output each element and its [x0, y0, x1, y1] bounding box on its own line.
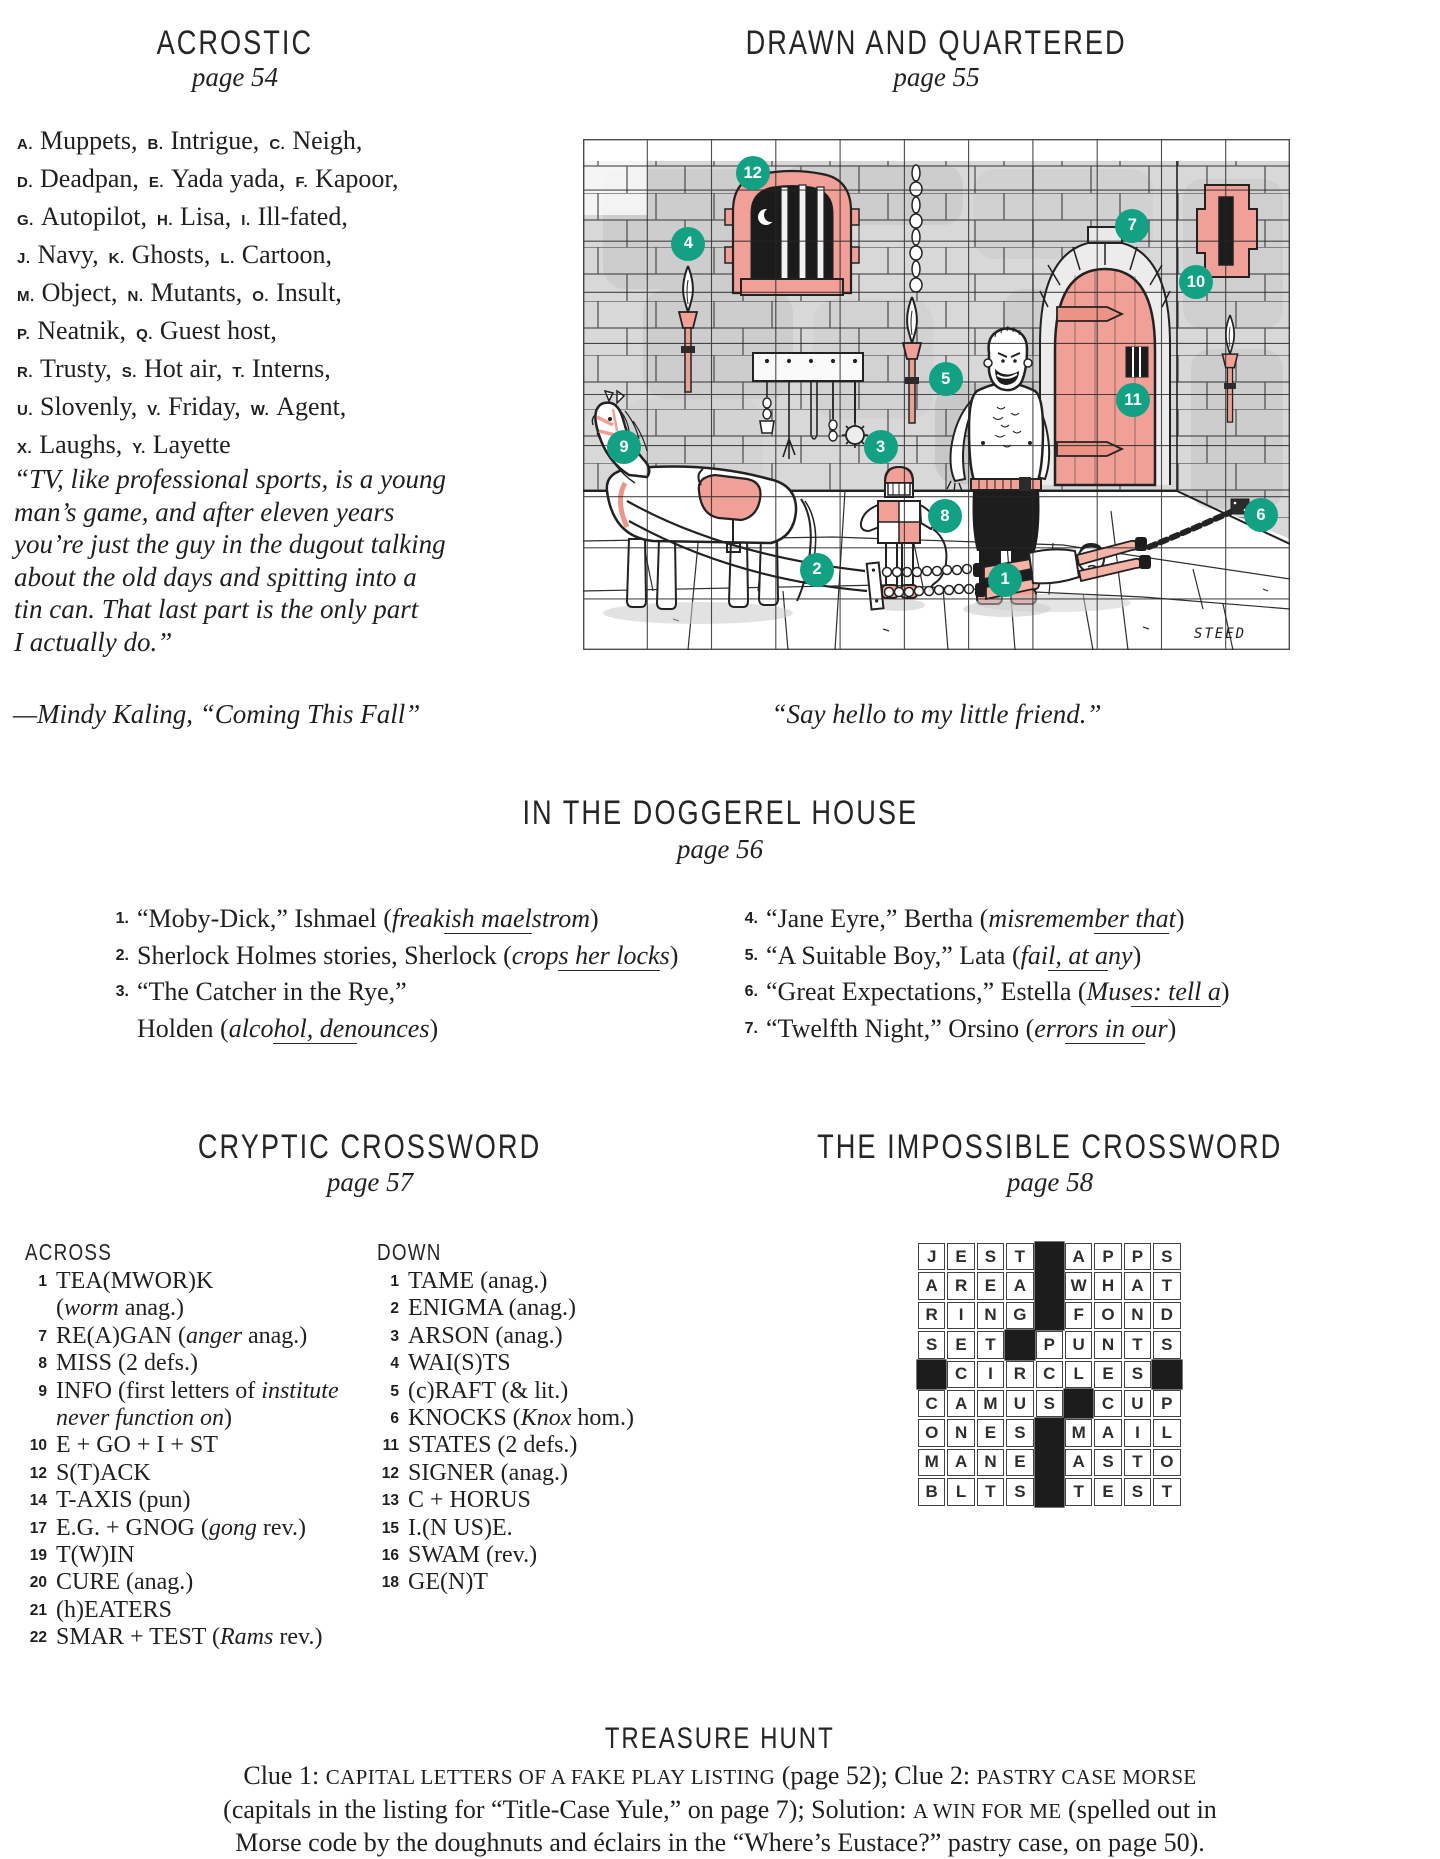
clue-letter: M. — [17, 288, 35, 305]
letter-cell: P — [1153, 1390, 1180, 1417]
letter-cell: U — [1065, 1331, 1092, 1358]
letter-cell: E — [947, 1243, 974, 1270]
acrostic-answer-line — [17, 276, 409, 314]
treasure-line: Morse code by the doughnuts and éclairs in the “Where’s Eustace?” pastry case, on page 50). — [235, 1828, 1205, 1857]
drawn-title: DRAWN AND QUARTERED — [745, 24, 1128, 62]
clue-number: 22 — [29, 1629, 47, 1647]
item-number: 3. — [115, 983, 129, 1000]
doggerel-item: 3. “The Catcher in the Rye,” Holden (alcohol, denounces) — [113, 974, 678, 1047]
clue-number: 16 — [381, 1547, 399, 1565]
clue-answer-entry: 1 TAME (anag.) — [377, 1268, 634, 1295]
clue-answer-entry: 8 MISS (2 defs.) — [25, 1350, 339, 1377]
letter-cell: L — [947, 1478, 974, 1505]
clue-answer-entry: 15 I.(N US)E. — [377, 1515, 634, 1542]
letter-cell: E — [1094, 1478, 1121, 1505]
letter-cell: S — [1153, 1243, 1180, 1270]
letter-cell: I — [947, 1302, 974, 1329]
clue-answer: Ghosts, — [131, 240, 211, 269]
letter-cell: M — [1065, 1419, 1092, 1446]
clue-answer-entry: 7 RE(A)GAN (anger anag.) — [25, 1323, 339, 1350]
clue-answer-entry: 13 C + HORUS — [377, 1487, 634, 1514]
clue-number: 2 — [390, 1300, 399, 1318]
clue-answer: Autopilot, — [40, 202, 148, 231]
black-cell — [1036, 1449, 1063, 1476]
letter-cell: D — [1153, 1302, 1180, 1329]
across-clue-list — [25, 1238, 339, 1652]
letter-cell: T — [977, 1331, 1004, 1358]
acrostic-title: ACROSTIC — [156, 24, 314, 62]
clue-letter: Q. — [136, 326, 153, 343]
letter-cell: S — [1094, 1449, 1121, 1476]
black-cell — [1036, 1419, 1063, 1446]
doggerel-item: 1. “Moby-Dick,” Ishmael (freakish maelstrom) — [113, 901, 678, 938]
letter-cell: P — [1036, 1331, 1063, 1358]
clue-answer: Navy, — [37, 240, 99, 269]
acrostic-answer-line — [17, 124, 409, 162]
clue-letter: H. — [157, 212, 174, 229]
acrostic-attribution: —Mindy Kaling, “Coming This Fall” — [13, 699, 421, 729]
cryptic-page-ref: page 57 — [326, 1167, 414, 1197]
clue-answer-entry: 14 T-AXIS (pun) — [25, 1487, 339, 1514]
clue-number: 17 — [29, 1519, 47, 1537]
marker-5: 5 — [929, 362, 963, 396]
crossword-grid — [918, 1243, 1181, 1506]
item-number: 2. — [115, 946, 129, 964]
letter-cell: E — [1094, 1361, 1121, 1388]
clue-letter: S. — [121, 364, 137, 381]
letter-cell: H — [1094, 1272, 1121, 1299]
marker-12: 12 — [736, 156, 770, 190]
down-clue-list — [377, 1238, 634, 1597]
acrostic-answer-line — [17, 238, 409, 276]
clue-answer: Deadpan, — [40, 164, 139, 193]
clue-answer: Neigh, — [292, 126, 363, 155]
clue-letter: B. — [147, 136, 164, 153]
letter-cell: T — [977, 1478, 1004, 1505]
doggerel-item: 7. “Twelfth Night,” Orsino (errors in our) — [742, 1011, 1230, 1048]
quote-line: man’s game, and after eleven years — [14, 496, 395, 527]
black-cell — [1006, 1331, 1033, 1358]
letter-cell: T — [1153, 1272, 1180, 1299]
letter-cell: C — [947, 1361, 974, 1388]
letter-cell: O — [918, 1419, 945, 1446]
black-cell — [1036, 1243, 1063, 1270]
doggerel-item: 4. “Jane Eyre,” Bertha (misremember that) — [742, 901, 1230, 938]
clue-letter: W. — [250, 402, 270, 419]
doggerel-title: IN THE DOGGEREL HOUSE — [522, 794, 918, 832]
treasure-line: Clue 1: CAPITAL LETTERS OF A FAKE PLAY LISTING (page 52); Clue 2: PASTRY CASE MORSE — [243, 1761, 1197, 1790]
letter-cell: E — [977, 1419, 1004, 1446]
clue-answer: Laughs, — [39, 430, 123, 459]
marker-8: 8 — [928, 499, 962, 533]
clue-number: 11 — [382, 1437, 399, 1455]
clue-answer: Slovenly, — [40, 392, 138, 421]
letter-cell: S — [1153, 1331, 1180, 1358]
item-number: 4. — [744, 910, 758, 927]
clue-number: 1 — [38, 1273, 47, 1290]
letter-cell: E — [947, 1331, 974, 1358]
clue-answer-entry: 5 (c)RAFT (& lit.) — [377, 1378, 634, 1405]
clue-answer-entry: 16 SWAM (rev.) — [377, 1542, 634, 1569]
clue-answer: Intrigue, — [170, 126, 260, 155]
clue-letter: N. — [127, 288, 144, 305]
marker-10: 10 — [1179, 265, 1213, 299]
clue-answer-entry: 12 S(T)ACK — [25, 1460, 339, 1487]
clue-answer: Lisa, — [180, 202, 232, 231]
cryptic-title: CRYPTIC CROSSWORD — [198, 1128, 542, 1166]
quote-line: “TV, like professional sports, is a young — [14, 464, 447, 494]
doggerel-list-left — [113, 901, 678, 1047]
clue-answer: Neatnik, — [37, 316, 127, 345]
clue-letter: E. — [148, 174, 165, 191]
marker-9: 9 — [607, 430, 641, 464]
clue-number: 19 — [29, 1547, 47, 1565]
black-cell — [1036, 1272, 1063, 1299]
letter-cell: R — [918, 1302, 945, 1329]
clue-number: 9 — [38, 1382, 47, 1400]
marker-3: 3 — [864, 430, 898, 464]
clue-answer-entry: 17 E.G. + GNOG (gong rev.) — [25, 1515, 339, 1542]
letter-cell: U — [1006, 1390, 1033, 1417]
letter-cell: C — [918, 1390, 945, 1417]
arrow-slit-window — [1197, 185, 1257, 277]
black-cell — [918, 1361, 945, 1388]
doggerel-page-ref: page 56 — [676, 834, 764, 864]
letter-cell: L — [1065, 1361, 1092, 1388]
letter-cell: S — [1036, 1390, 1063, 1417]
letter-cell: M — [977, 1390, 1004, 1417]
letter-cell: S — [1124, 1478, 1151, 1505]
letter-cell: S — [1006, 1478, 1033, 1505]
clue-answer: Friday, — [168, 392, 241, 421]
marker-11: 11 — [1116, 383, 1150, 417]
letter-cell: S — [1006, 1419, 1033, 1446]
clue-answer-entry: 21 (h)EATERS — [25, 1597, 339, 1624]
letter-cell: A — [1065, 1243, 1092, 1270]
letter-cell: T — [1065, 1478, 1092, 1505]
clue-answer-entry: 20 CURE (anag.) — [25, 1569, 339, 1596]
letter-cell: T — [1124, 1449, 1151, 1476]
black-cell — [1036, 1302, 1063, 1329]
letter-cell: P — [1094, 1243, 1121, 1270]
acrostic-page-ref: page 54 — [191, 62, 279, 92]
clue-answer-entry: 18 GE(N)T — [377, 1569, 634, 1596]
letter-cell: A — [1006, 1272, 1033, 1299]
letter-cell: B — [918, 1478, 945, 1505]
clue-answer: Ill-fated, — [257, 202, 348, 231]
clue-answer: Hot air, — [143, 354, 223, 383]
clue-letter: J. — [17, 250, 31, 267]
marker-7: 7 — [1115, 209, 1149, 243]
clue-answer: Trusty, — [40, 354, 112, 383]
quote-line: you’re just the guy in the dugout talking — [14, 529, 446, 559]
acrostic-answer-list — [17, 124, 409, 466]
clue-number: 10 — [29, 1437, 47, 1455]
treasure-text — [70, 1760, 1370, 1859]
clue-answer-entry: 6 KNOCKS (Knox hom.) — [377, 1405, 634, 1432]
acrostic-answer-line — [17, 428, 409, 466]
letter-cell: C — [1094, 1390, 1121, 1417]
clue-number: 12 — [381, 1464, 399, 1482]
item-number: 7. — [744, 1019, 758, 1037]
acrostic-answer-line — [17, 352, 409, 390]
letter-cell: E — [977, 1272, 1004, 1299]
clue-letter: K. — [108, 250, 125, 267]
letter-cell: R — [947, 1272, 974, 1299]
letter-cell: N — [1124, 1302, 1151, 1329]
item-number: 1. — [115, 910, 129, 927]
clue-number: 1 — [390, 1273, 399, 1290]
across-label: ACROSS — [25, 1239, 113, 1265]
quote-line: I actually do.” — [14, 626, 173, 657]
clue-answer-entry: 3 ARSON (anag.) — [377, 1323, 634, 1350]
letter-cell: S — [918, 1331, 945, 1358]
letter-cell: N — [977, 1302, 1004, 1329]
dungeon-door — [1040, 227, 1170, 485]
clue-answer: Object, — [41, 278, 118, 307]
clue-letter: I. — [241, 212, 251, 229]
acrostic-quote — [14, 463, 446, 658]
clue-letter: Y. — [132, 440, 146, 457]
clue-number: 5 — [390, 1382, 399, 1400]
clue-number: 3 — [390, 1327, 399, 1345]
letter-cell: N — [977, 1449, 1004, 1476]
clue-number: 14 — [29, 1492, 47, 1510]
doggerel-item: 2. Sherlock Holmes stories, Sherlock (crops her locks) — [113, 938, 678, 975]
letter-cell: J — [918, 1243, 945, 1270]
clue-number: 13 — [381, 1492, 399, 1510]
clue-answer-entry: 12 SIGNER (anag.) — [377, 1460, 634, 1487]
item-number: 6. — [744, 983, 758, 1000]
letter-cell: O — [1094, 1302, 1121, 1329]
illustration — [583, 139, 1290, 650]
doggerel-item: 5. “A Suitable Boy,” Lata (fail, at any) — [742, 938, 1230, 975]
clue-answer-entry: 10 E + GO + I + ST — [25, 1432, 339, 1459]
quote-line: about the old days and spitting into a — [14, 561, 417, 592]
clue-answer-entry: 4 WAI(S)TS — [377, 1350, 634, 1377]
clue-letter: C. — [269, 136, 286, 153]
clue-number: 15 — [381, 1519, 399, 1537]
clue-letter: O. — [252, 288, 270, 305]
clue-number: 4 — [390, 1355, 399, 1373]
letter-cell: T — [1153, 1478, 1180, 1505]
letter-cell: R — [1006, 1361, 1033, 1388]
clue-letter: A. — [17, 136, 33, 153]
treasure-line: (capitals in the listing for “Title-Case Yule,” on page 7); Solution: A WIN FOR ME (spelled out in — [223, 1794, 1217, 1824]
marker-4: 4 — [671, 227, 705, 261]
clue-number: 8 — [38, 1355, 47, 1373]
clue-letter: V. — [147, 402, 162, 419]
clue-answer: Guest host, — [159, 316, 277, 345]
clue-number: 6 — [390, 1410, 399, 1428]
quote-line: tin can. That last part is the only part — [14, 594, 419, 624]
letter-cell: T — [1124, 1331, 1151, 1358]
letter-cell: S — [977, 1243, 1004, 1270]
clue-answer-entry: 2 ENIGMA (anag.) — [377, 1295, 634, 1322]
clue-letter: D. — [17, 174, 33, 191]
impossible-title: THE IMPOSSIBLE CROSSWORD — [817, 1128, 1283, 1166]
clue-answer-entry: 1 TEA(MWOR)K (worm anag.) — [25, 1268, 339, 1323]
letter-cell: I — [1124, 1419, 1151, 1446]
doggerel-item: 6. “Great Expectations,” Estella (Muses: tell a) — [742, 974, 1230, 1011]
clue-answer: Insult, — [276, 278, 342, 307]
marker-1: 1 — [988, 563, 1022, 597]
letter-cell: A — [1094, 1419, 1121, 1446]
letter-cell: S — [1124, 1361, 1151, 1388]
letter-cell: P — [1124, 1243, 1151, 1270]
clue-number: 20 — [29, 1574, 47, 1592]
letter-cell: A — [1065, 1449, 1092, 1476]
clue-letter: T. — [232, 364, 246, 381]
clue-answer: Interns, — [252, 354, 331, 383]
clue-answer: Muppets, — [40, 126, 138, 155]
letter-cell: O — [1153, 1449, 1180, 1476]
clue-letter: F. — [295, 174, 309, 191]
letter-cell: A — [918, 1272, 945, 1299]
clue-letter: G. — [17, 212, 34, 229]
clue-number: 18 — [381, 1574, 399, 1592]
marker-6: 6 — [1244, 498, 1278, 532]
marker-2: 2 — [800, 553, 834, 587]
acrostic-answer-line — [17, 314, 409, 352]
letter-cell: C — [1036, 1361, 1063, 1388]
letter-cell: A — [1124, 1272, 1151, 1299]
letter-cell: M — [918, 1449, 945, 1476]
acrostic-answer-line — [17, 200, 409, 238]
clue-letter: R. — [17, 364, 33, 381]
acrostic-answer-line — [17, 390, 409, 428]
acrostic-answer-line — [17, 162, 409, 200]
treasure-title: TREASURE HUNT — [604, 1722, 835, 1755]
illustration-svg — [583, 139, 1290, 650]
black-cell — [1065, 1390, 1092, 1417]
clue-answer-entry: 9 INFO (first letters of institute never function on) — [25, 1378, 339, 1433]
letter-cell: U — [1124, 1390, 1151, 1417]
clue-letter: X. — [17, 440, 33, 457]
clue-answer-entry: 19 T(W)IN — [25, 1542, 339, 1569]
letter-cell: F — [1065, 1302, 1092, 1329]
artist-signature: STEED — [1193, 626, 1247, 642]
item-number: 5. — [744, 946, 758, 964]
letter-cell: W — [1065, 1272, 1092, 1299]
clue-answer-entry: 11 STATES (2 defs.) — [377, 1432, 634, 1459]
letter-cell: L — [1153, 1419, 1180, 1446]
clue-answer: Mutants, — [150, 278, 243, 307]
clue-letter: P. — [17, 326, 31, 343]
black-cell — [1036, 1478, 1063, 1505]
clue-answer: Yada yada, — [171, 164, 286, 193]
drawn-page-ref: page 55 — [893, 62, 980, 92]
doggerel-list-right — [742, 901, 1230, 1047]
clue-answer-entry: 22 SMAR + TEST (Rams rev.) — [25, 1624, 339, 1651]
letter-cell: T — [1006, 1243, 1033, 1270]
clue-number: 21 — [29, 1601, 47, 1619]
letter-cell: G — [1006, 1302, 1033, 1329]
clue-letter: U. — [17, 402, 33, 419]
black-cell — [1153, 1361, 1180, 1388]
letter-cell: N — [1094, 1331, 1121, 1358]
clue-answer: Layette — [152, 430, 231, 459]
letter-cell: A — [947, 1449, 974, 1476]
letter-cell: I — [977, 1361, 1004, 1388]
letter-cell: N — [947, 1419, 974, 1446]
clue-number: 12 — [29, 1464, 47, 1482]
down-label: DOWN — [377, 1239, 442, 1265]
clue-number: 7 — [38, 1327, 47, 1345]
clue-answer: Kapoor, — [315, 164, 399, 193]
impossible-page-ref: page 58 — [1006, 1167, 1094, 1197]
clue-answer: Agent, — [276, 392, 347, 421]
clue-answer: Cartoon, — [241, 240, 333, 269]
illustration-caption: “Say hello to my little friend.” — [771, 699, 1102, 729]
letter-cell: A — [947, 1390, 974, 1417]
letter-cell: E — [1006, 1449, 1033, 1476]
clue-letter: L. — [220, 250, 235, 267]
